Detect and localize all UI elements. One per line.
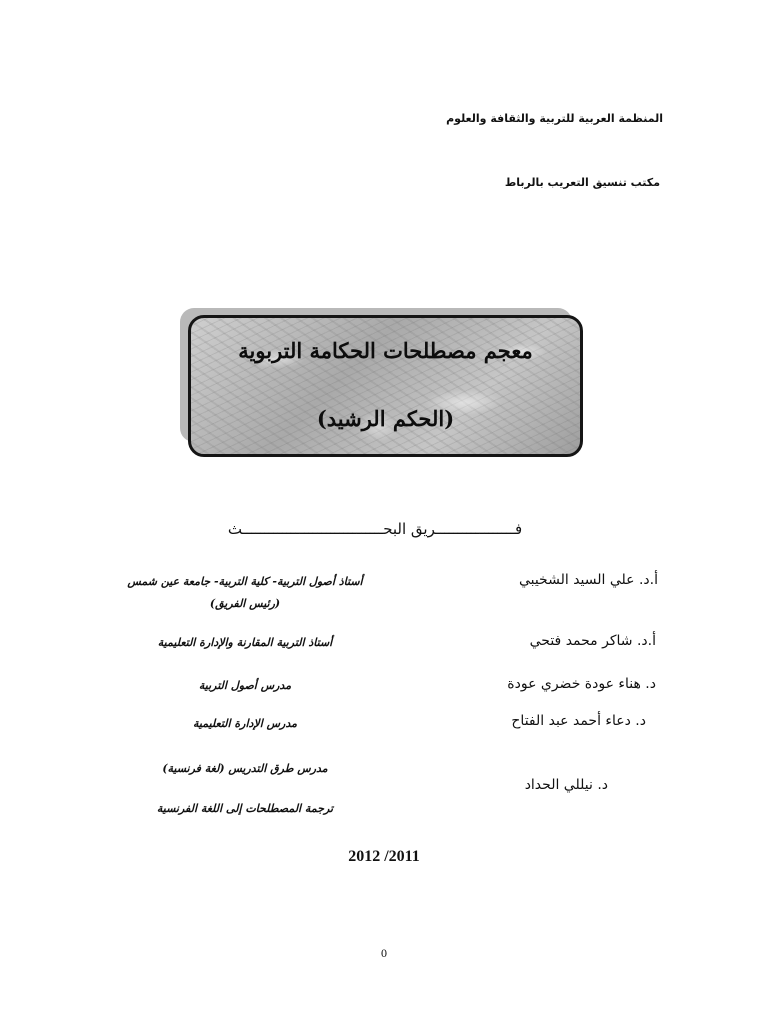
member-name: د. هناء عودة خضري عودة	[507, 676, 656, 692]
member-role: مدرس الإدارة التعليمية	[193, 717, 297, 730]
publication-year: 2012 /2011	[348, 848, 420, 865]
member-role: أستاذ أصول التربية- كلية التربية- جامعة عين شمس	[127, 575, 363, 588]
member-name: د. نيللي الحداد	[524, 777, 608, 793]
organization-name: المنظمة العربية للتربية والثقافة والعلوم	[446, 112, 663, 125]
member-role: مدرس أصول التربية	[198, 679, 292, 692]
title-box	[188, 315, 583, 457]
document-subtitle: (الحكم الرشيد)	[316, 406, 455, 431]
member-role-note: ترجمة المصطلحات إلى اللغة الفرنسية	[156, 802, 334, 815]
member-role: مدرس طرق التدريس (لغة فرنسية)	[162, 762, 328, 775]
member-name: د. دعاء أحمد عبد الفتاح	[511, 713, 646, 729]
member-role: أستاذ التربية المقارنة والإدارة التعليمية	[157, 636, 333, 649]
office-name: مكتب تنسيق التعريب بالرباط	[504, 176, 660, 189]
page-number: 0	[381, 946, 387, 960]
member-name: أ.د. علي السيد الشخيبي	[518, 572, 658, 588]
team-heading: فــــــــــــــــــريق البحــــــــــــــــــــــــــــــــث	[227, 520, 523, 538]
member-role-note: (رئيس الفريق)	[209, 597, 281, 610]
member-name: أ.د. شاكر محمد فتحي	[529, 633, 656, 649]
document-title: معجم مصطلحات الحكامة التربوية	[238, 338, 533, 363]
